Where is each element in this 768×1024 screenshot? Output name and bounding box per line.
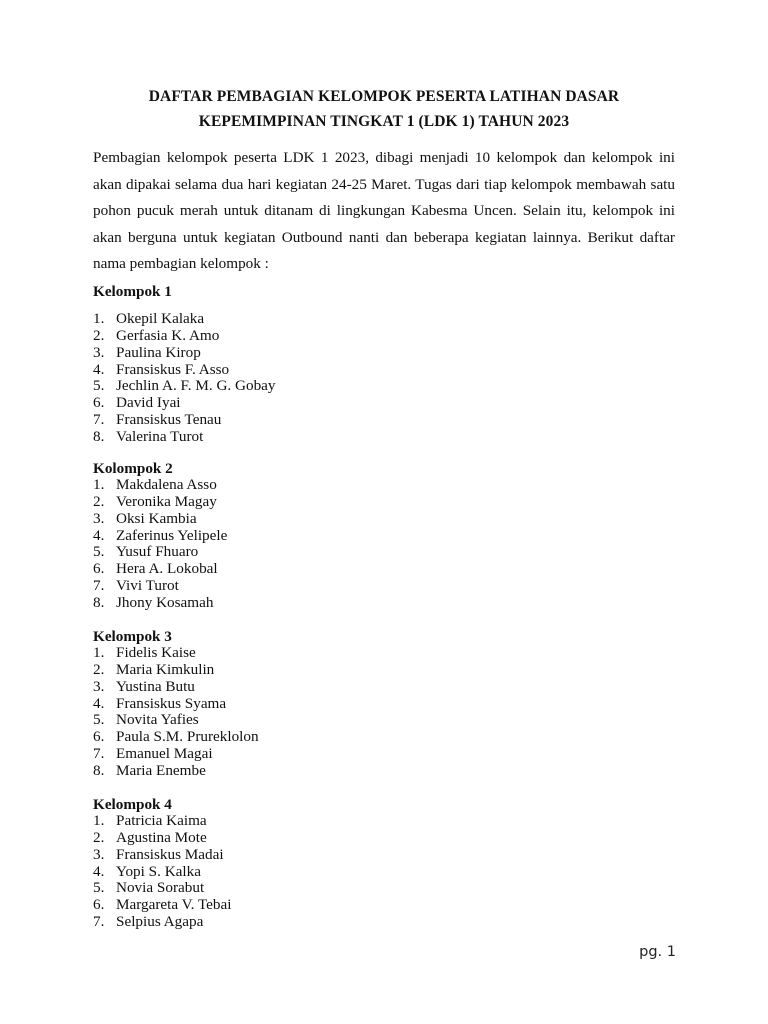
member-name: Vivi Turot xyxy=(116,577,179,595)
list-item xyxy=(93,696,653,713)
member-name: Makdalena Asso xyxy=(116,476,217,493)
page-number: pg. 1 xyxy=(639,944,676,960)
group-2 xyxy=(93,460,653,612)
list-number: 3. xyxy=(93,677,105,695)
list-number: 1. xyxy=(93,644,105,661)
member-name: Novia Sorabut xyxy=(116,879,205,897)
list-item xyxy=(93,494,653,511)
list-item xyxy=(93,328,653,345)
list-number: 2. xyxy=(93,326,105,344)
member-name: Paulina Kirop xyxy=(116,343,201,361)
document-title-line-2: KEPEMIMPINAN TINGKAT 1 (LDK 1) TAHUN 2023 xyxy=(198,113,570,130)
member-name: Maria Enembe xyxy=(116,761,206,779)
list-item xyxy=(93,395,653,412)
member-list xyxy=(93,311,653,446)
list-item xyxy=(93,847,653,864)
member-name: Yusuf Fhuaro xyxy=(116,543,199,561)
list-item xyxy=(93,345,653,362)
group-heading: Kelompok 1 xyxy=(93,283,172,300)
list-item xyxy=(93,378,653,395)
group-heading: Kelompok 3 xyxy=(93,628,172,645)
list-number: 3. xyxy=(93,509,105,527)
list-item xyxy=(93,595,653,612)
list-item xyxy=(93,412,653,429)
list-item xyxy=(93,362,653,379)
list-number: 6. xyxy=(93,728,105,746)
list-item xyxy=(93,763,653,780)
list-number: 6. xyxy=(93,394,105,412)
member-name: Hera A. Lokobal xyxy=(116,560,218,578)
member-name: David Iyai xyxy=(116,394,181,412)
member-name: Jechlin A. F. M. G. Gobay xyxy=(116,377,276,395)
list-number: 6. xyxy=(93,896,105,914)
list-item xyxy=(93,645,653,662)
member-name: Jhony Kosamah xyxy=(116,593,214,611)
list-number: 8. xyxy=(93,427,105,445)
list-number: 1. xyxy=(93,476,105,493)
list-number: 6. xyxy=(93,560,105,578)
list-item xyxy=(93,813,653,830)
list-number: 1. xyxy=(93,812,105,829)
list-item xyxy=(93,429,653,446)
list-number: 4. xyxy=(93,526,105,544)
list-number: 8. xyxy=(93,593,105,611)
list-item xyxy=(93,746,653,763)
member-name: Paula S.M. Prureklolon xyxy=(116,728,259,746)
list-number: 4. xyxy=(93,694,105,712)
list-item xyxy=(93,880,653,897)
member-name: Valerina Turot xyxy=(116,427,204,445)
list-item xyxy=(93,864,653,881)
member-name: Margareta V. Tebai xyxy=(116,896,232,914)
list-number: 7. xyxy=(93,745,105,763)
list-number: 2. xyxy=(93,828,105,846)
member-name: Yustina Butu xyxy=(116,677,195,695)
list-number: 4. xyxy=(93,862,105,880)
list-item xyxy=(93,662,653,679)
member-name: Zaferinus Yelipele xyxy=(116,526,228,544)
list-item xyxy=(93,914,653,931)
member-name: Gerfasia K. Amo xyxy=(116,326,220,344)
member-name: Oksi Kambia xyxy=(116,509,197,527)
list-item xyxy=(93,830,653,847)
member-name: Fransiskus Tenau xyxy=(116,411,222,429)
list-number: 7. xyxy=(93,577,105,595)
member-name: Emanuel Magai xyxy=(116,745,213,763)
list-number: 5. xyxy=(93,543,105,561)
member-name: Fransiskus F. Asso xyxy=(116,360,230,378)
list-number: 5. xyxy=(93,711,105,729)
list-item xyxy=(93,561,653,578)
member-name: Fransiskus Syama xyxy=(116,694,227,712)
list-item xyxy=(93,897,653,914)
member-name: Veronika Magay xyxy=(116,492,217,510)
document-title-line-1: DAFTAR PEMBAGIAN KELOMPOK PESERTA LATIHAN DASAR xyxy=(148,88,620,105)
member-name: Maria Kimkulin xyxy=(116,660,215,678)
list-item xyxy=(93,511,653,528)
member-name: Agustina Mote xyxy=(116,828,207,846)
member-name: Fidelis Kaise xyxy=(116,644,196,661)
member-name: Yopi S. Kalka xyxy=(116,862,201,880)
list-number: 3. xyxy=(93,845,105,863)
member-name: Selpius Agapa xyxy=(116,913,204,931)
member-list xyxy=(93,477,653,612)
group-4 xyxy=(93,796,653,931)
list-item xyxy=(93,729,653,746)
intro-paragraph: Pembagian kelompok peserta LDK 1 2023, dibagi menjadi 10 kelompok dan kelompok ini akan dipakai selama dua hari kegiatan 24-25 Maret. Tugas dari tiap kelompok membawah satu pohon pucuk merah untuk ditanam di lingkungan Kabesma Uncen. Selain itu, kelompok ini akan berguna untuk kegiatan Outbound nanti dan beberapa kegiatan lainnya. Berikut daftar nama pembagian kelompok : xyxy=(93,149,675,272)
list-item xyxy=(93,578,653,595)
group-heading: Kelompok 4 xyxy=(93,796,172,813)
list-number: 7. xyxy=(93,913,105,931)
list-number: 4. xyxy=(93,360,105,378)
list-number: 2. xyxy=(93,660,105,678)
member-name: Novita Yafies xyxy=(116,711,199,729)
member-list xyxy=(93,813,653,931)
member-name: Patricia Kaima xyxy=(116,812,207,829)
list-number: 2. xyxy=(93,492,105,510)
member-list xyxy=(93,645,653,780)
group-3 xyxy=(93,628,653,780)
group-1 xyxy=(93,283,653,446)
list-item xyxy=(93,679,653,696)
list-number: 5. xyxy=(93,377,105,395)
list-item xyxy=(93,477,653,494)
list-item xyxy=(93,712,653,729)
list-number: 5. xyxy=(93,879,105,897)
list-item xyxy=(93,528,653,545)
list-number: 1. xyxy=(93,310,105,327)
list-item xyxy=(93,544,653,561)
group-heading: Kolompok 2 xyxy=(93,460,173,477)
member-name: Fransiskus Madai xyxy=(116,845,224,863)
member-name: Okepil Kalaka xyxy=(116,310,205,327)
list-number: 7. xyxy=(93,411,105,429)
list-number: 8. xyxy=(93,761,105,779)
list-number: 3. xyxy=(93,343,105,361)
list-item xyxy=(93,311,653,328)
